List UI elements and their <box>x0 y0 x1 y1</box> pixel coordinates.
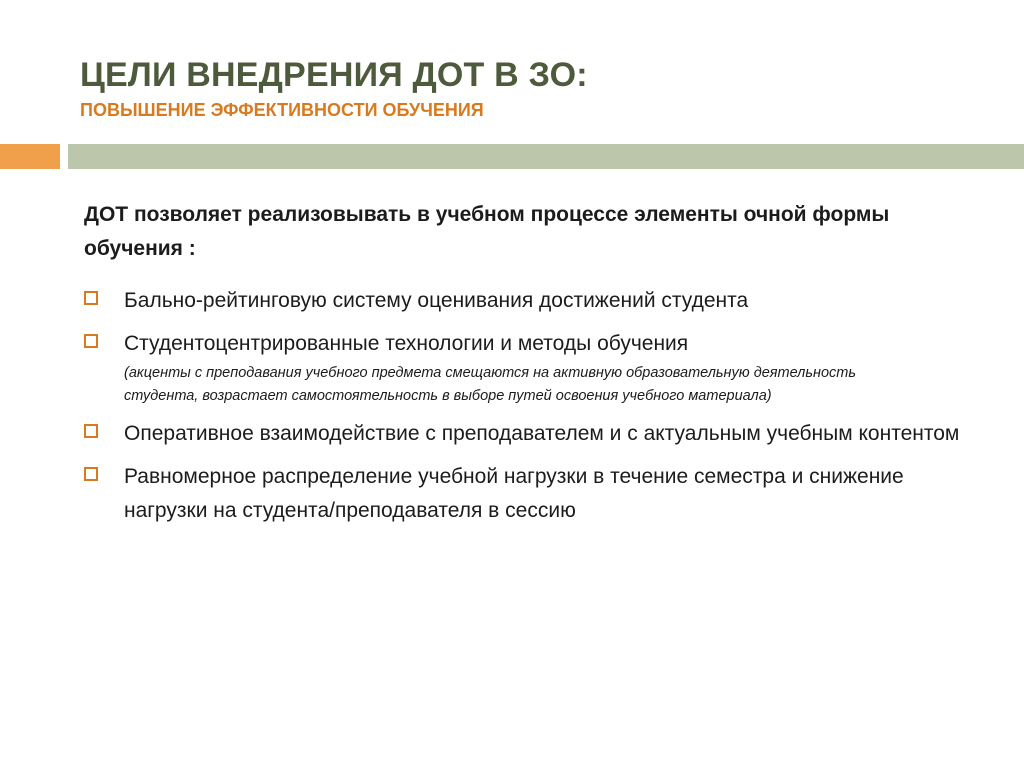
bullet-list <box>84 284 964 537</box>
accent-bar-green <box>68 144 1024 169</box>
list-item <box>84 284 964 318</box>
list-item <box>84 417 964 451</box>
hollow-square-icon <box>84 334 98 348</box>
accent-bar-orange <box>0 144 60 169</box>
slide-subtitle: ПОВЫШЕНИЕ ЭФФЕКТИВНОСТИ ОБУЧЕНИЯ <box>80 100 484 120</box>
list-item-text: Студентоцентрированные технологии и методы обучения <box>124 332 689 355</box>
list-item-text: Оперативное взаимодействие с преподавателем и с актуальным учебным контентом <box>124 422 960 445</box>
list-item <box>84 327 964 408</box>
list-item-text: Бально-рейтинговую систему оценивания достижений студента <box>124 289 749 312</box>
list-item-note: (акценты с преподавания учебного предмета смещаются на активную образовательную деятельность студента, возрастает самостоятельность в выборе путей освоения учебного материала) <box>124 365 856 404</box>
title-block <box>80 55 588 121</box>
hollow-square-icon <box>84 467 98 481</box>
list-item <box>84 460 964 528</box>
intro-text: ДОТ позволяет реализовывать в учебном процессе элементы очной формы обучения : <box>84 203 890 260</box>
list-item-text: Равномерное распределение учебной нагрузки в течение семестра и снижение нагрузки на студента/преподавателя в сессию <box>124 465 904 522</box>
hollow-square-icon <box>84 424 98 438</box>
slide-title: ЦЕЛИ ВНЕДРЕНИЯ ДОТ В ЗО: <box>80 56 588 94</box>
hollow-square-icon <box>84 291 98 305</box>
